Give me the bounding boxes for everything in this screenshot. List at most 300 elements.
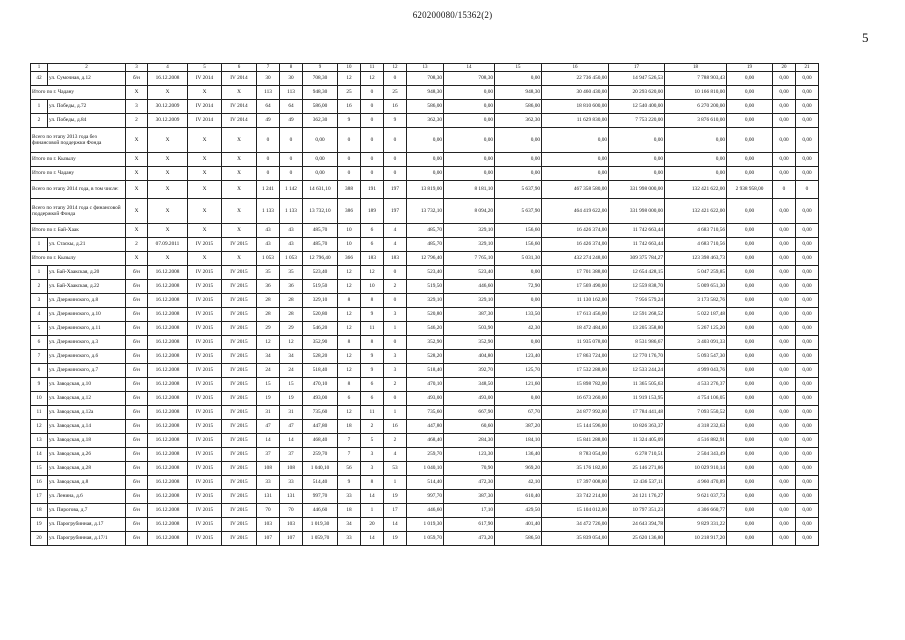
table-cell: 0,00	[796, 490, 819, 504]
table-cell: IV 2015	[188, 238, 222, 252]
table-cell: 0,00	[796, 224, 819, 238]
table-cell: 8 094,20	[444, 199, 495, 224]
table-cell: 0,00	[665, 128, 727, 153]
table-cell: 0,00	[773, 350, 796, 364]
table-cell: 107	[257, 532, 280, 546]
table-cell: 0,00	[773, 504, 796, 518]
table-row	[31, 518, 819, 532]
table-cell: 132 421 622,00	[665, 199, 727, 224]
table-cell: 0	[384, 294, 407, 308]
table-cell: 0,00	[727, 153, 773, 167]
table-cell: 1 241	[257, 181, 280, 199]
table-cell: 8	[338, 336, 361, 350]
table-cell: б/н	[126, 378, 148, 392]
table-cell: 0,00	[303, 153, 338, 167]
table-cell: 1 059,70	[407, 532, 444, 546]
table-cell: 24	[257, 364, 280, 378]
table-cell: 35 839 054,00	[542, 532, 609, 546]
table-cell: 0,00	[444, 128, 495, 153]
table-cell: X	[222, 86, 257, 100]
table-cell: 3 173 582,76	[665, 294, 727, 308]
table-cell: 0,00	[796, 266, 819, 280]
table-cell: б/н	[126, 462, 148, 476]
table-cell: 15 898 782,00	[542, 378, 609, 392]
column-number: 19	[727, 64, 773, 72]
table-cell: 0,00	[727, 462, 773, 476]
table-cell: 468,40	[303, 434, 338, 448]
address-cell: ул. Заводская, д.12а	[48, 406, 126, 420]
table-cell: 0,00	[727, 167, 773, 181]
table-cell: 4	[384, 238, 407, 252]
table-cell: 5 031,30	[495, 252, 542, 266]
total-label-cell: Всего по этапу 2013 года без финансовой поддержки Фонда	[31, 128, 126, 153]
table-cell: 16 426 374,00	[542, 238, 609, 252]
table-cell: 2	[361, 420, 384, 434]
table-cell: б/н	[126, 476, 148, 490]
table-cell: 0,00	[542, 153, 609, 167]
table-cell: 0,00	[727, 364, 773, 378]
table-cell: 0,00	[727, 350, 773, 364]
table-cell: 16.12.2008	[148, 420, 188, 434]
table-cell: 0,00	[444, 153, 495, 167]
table-cell: X	[188, 199, 222, 224]
table-cell: 132 421 622,00	[665, 181, 727, 199]
table-cell: 72,90	[495, 280, 542, 294]
table-cell: 352,90	[407, 336, 444, 350]
table-cell: 11 935 078,00	[542, 336, 609, 350]
table-cell: 28	[257, 308, 280, 322]
table-cell: 528,20	[407, 350, 444, 364]
table-cell: 24	[280, 364, 303, 378]
table-cell: 0,00	[495, 128, 542, 153]
table-cell: 708,30	[444, 72, 495, 86]
table-cell: 16	[338, 100, 361, 114]
table-cell: 43	[280, 224, 303, 238]
table-cell: 2	[126, 238, 148, 252]
table-cell: 12	[338, 308, 361, 322]
table-cell: 20	[31, 532, 48, 546]
table-cell: 8	[361, 336, 384, 350]
table-cell: 113	[257, 86, 280, 100]
table-cell: 470,10	[407, 378, 444, 392]
table-cell: 997,70	[407, 490, 444, 504]
table-cell: 0,00	[727, 532, 773, 546]
table-cell: 518,40	[303, 364, 338, 378]
table-cell: X	[222, 128, 257, 153]
table-cell: 0,00	[727, 128, 773, 153]
table-cell: 0,00	[796, 322, 819, 336]
table-cell: 0,00	[796, 434, 819, 448]
table-cell: 0,00	[773, 434, 796, 448]
address-cell: ул. Заводская, д.26	[48, 448, 126, 462]
table-cell: 25 620 136,80	[609, 532, 665, 546]
table-cell: 0,00	[407, 128, 444, 153]
table-cell: 0,00	[796, 238, 819, 252]
table-row	[31, 406, 819, 420]
table-cell: IV 2015	[188, 518, 222, 532]
table-cell: 20	[361, 518, 384, 532]
table-cell: 0,00	[773, 490, 796, 504]
table-cell: IV 2015	[188, 322, 222, 336]
table-cell: 7	[338, 448, 361, 462]
table-cell: 0,00	[796, 518, 819, 532]
table-cell: 708,30	[407, 72, 444, 86]
table-cell: 30	[280, 72, 303, 86]
table-cell: 184,10	[495, 434, 542, 448]
table-cell: IV 2015	[222, 392, 257, 406]
table-cell: 0,00	[773, 532, 796, 546]
total-label-cell: Итого по г. Кызылу	[31, 153, 126, 167]
table-cell: 0,00	[796, 532, 819, 546]
table-cell: 43	[280, 238, 303, 252]
table-cell: 35	[257, 266, 280, 280]
table-cell: 197	[384, 181, 407, 199]
address-cell: ул. Заводская, д.8	[48, 476, 126, 490]
table-cell: X	[148, 252, 188, 266]
table-cell: 53	[384, 462, 407, 476]
table-cell: X	[188, 128, 222, 153]
table-cell: 16.12.2008	[148, 266, 188, 280]
column-number: 13	[407, 64, 444, 72]
table-cell: IV 2015	[222, 406, 257, 420]
table-cell: 4 683 710,56	[665, 224, 727, 238]
table-cell: 12 436 537,11	[609, 476, 665, 490]
table-cell: 49	[257, 114, 280, 128]
table-cell: 16.12.2008	[148, 490, 188, 504]
table-cell: 473,20	[444, 532, 495, 546]
table-cell: 8	[338, 294, 361, 308]
table-cell: 948,30	[407, 86, 444, 100]
table-cell: IV 2015	[222, 364, 257, 378]
table-cell: 16.12.2008	[148, 532, 188, 546]
table-cell: 0,00	[773, 86, 796, 100]
table-cell: 17	[384, 504, 407, 518]
table-cell: 49	[280, 114, 303, 128]
table-cell: 7 753 220,00	[609, 114, 665, 128]
table-cell: 0	[384, 72, 407, 86]
column-number: 1	[31, 64, 48, 72]
table-cell: 12 591 268,52	[609, 308, 665, 322]
table-cell: б/н	[126, 280, 148, 294]
table-cell: 43	[257, 238, 280, 252]
table-cell: 0,00	[407, 153, 444, 167]
address-cell: ул. Заводская, д.12	[48, 392, 126, 406]
table-cell: 4 533 276,37	[665, 378, 727, 392]
address-cell: ул. Парогрубинная, д.17/1	[48, 532, 126, 546]
table-cell: 16.12.2008	[148, 448, 188, 462]
table-cell: 10	[31, 392, 48, 406]
table-cell: IV 2015	[222, 308, 257, 322]
table-cell: 47	[280, 420, 303, 434]
table-cell: X	[188, 167, 222, 181]
table-cell: IV 2015	[188, 364, 222, 378]
table-cell: 519,50	[303, 280, 338, 294]
table-cell: X	[126, 128, 148, 153]
table-cell: 9 829 331,22	[665, 518, 727, 532]
table-cell: 9	[361, 308, 384, 322]
table-cell: IV 2015	[222, 378, 257, 392]
table-cell: 2	[126, 114, 148, 128]
table-cell: IV 2015	[188, 378, 222, 392]
table-cell: 0,00	[444, 100, 495, 114]
table-cell: 07.09.2011	[148, 238, 188, 252]
address-cell: ул. Заводская, д.14	[48, 420, 126, 434]
table-cell: 35 176 182,00	[542, 462, 609, 476]
table-cell: 0,00	[773, 392, 796, 406]
column-number: 18	[665, 64, 727, 72]
table-cell: X	[126, 167, 148, 181]
table-cell: 28	[257, 294, 280, 308]
table-cell: 0,00	[773, 406, 796, 420]
table-cell: 20 293 620,00	[609, 86, 665, 100]
table-cell: 14 631,10	[303, 181, 338, 199]
table-cell: 25 146 271,86	[609, 462, 665, 476]
table-cell: 5 009 651,30	[665, 280, 727, 294]
table-cell: 2 504 343,49	[665, 448, 727, 462]
address-cell: ул. Заводская, д.10	[48, 378, 126, 392]
table-cell: 0,00	[727, 378, 773, 392]
table-cell: 11	[361, 406, 384, 420]
address-cell: ул. Дзержинского, д.6	[48, 350, 126, 364]
table-cell: X	[222, 181, 257, 199]
table-cell: X	[188, 224, 222, 238]
table-cell: 7 788 903,43	[665, 72, 727, 86]
table-cell: 43	[257, 224, 280, 238]
table-cell: 708,30	[303, 72, 338, 86]
table-cell: 0,00	[727, 238, 773, 252]
table-cell: 12	[338, 322, 361, 336]
table-cell: 14	[257, 434, 280, 448]
table-cell: б/н	[126, 392, 148, 406]
table-cell: 30.12.2009	[148, 100, 188, 114]
table-cell: 70	[257, 504, 280, 518]
table-cell: 42,10	[495, 476, 542, 490]
table-row	[31, 266, 819, 280]
table-cell: 0,00	[727, 434, 773, 448]
table-cell: IV 2014	[222, 114, 257, 128]
table-cell: 0,00	[727, 72, 773, 86]
table-cell: 352,90	[303, 336, 338, 350]
table-cell: 0,00	[444, 114, 495, 128]
table-cell: б/н	[126, 322, 148, 336]
table-cell: 121,60	[495, 378, 542, 392]
table-cell: 13 819,00	[407, 181, 444, 199]
table-cell: 735,60	[303, 406, 338, 420]
table-cell: 17	[31, 490, 48, 504]
table-cell: 123,30	[444, 448, 495, 462]
table-cell: б/н	[126, 266, 148, 280]
table-cell: IV 2015	[188, 504, 222, 518]
column-number: 16	[542, 64, 609, 72]
table-cell: 31	[257, 406, 280, 420]
table-cell: 22 736 450,00	[542, 72, 609, 86]
table-cell: X	[126, 181, 148, 199]
column-number: 3	[126, 64, 148, 72]
table-cell: 16.12.2008	[148, 406, 188, 420]
table-cell: 329,10	[444, 224, 495, 238]
total-row	[31, 86, 819, 100]
table-cell: 0,00	[773, 462, 796, 476]
table-cell: 14 947 526,53	[609, 72, 665, 86]
column-number: 15	[495, 64, 542, 72]
table-cell: 0,00	[773, 153, 796, 167]
table-cell: 34	[280, 350, 303, 364]
table-cell: 0,00	[796, 406, 819, 420]
table-cell: 485,70	[303, 224, 338, 238]
table-cell: IV 2015	[188, 448, 222, 462]
table-cell: б/н	[126, 336, 148, 350]
table-cell: 4 306 660,77	[665, 504, 727, 518]
table-cell: 329,10	[444, 238, 495, 252]
table-cell: 19	[257, 392, 280, 406]
table-cell: X	[148, 153, 188, 167]
table-cell: 183	[384, 252, 407, 266]
table-row	[31, 280, 819, 294]
table-cell: 0,00	[773, 252, 796, 266]
total-label-cell: Итого по г. Бай-Хаак	[31, 224, 126, 238]
table-cell: б/н	[126, 308, 148, 322]
column-number: 14	[444, 64, 495, 72]
table-cell: IV 2015	[222, 490, 257, 504]
table-cell: IV 2015	[222, 280, 257, 294]
table-cell: 12 654 428,15	[609, 266, 665, 280]
table-cell: 969,20	[495, 462, 542, 476]
table-cell: 0,00	[773, 448, 796, 462]
table-cell: 0,00	[495, 167, 542, 181]
table-cell: 189	[361, 199, 384, 224]
table-cell: 197	[384, 199, 407, 224]
total-row	[31, 167, 819, 181]
table-cell: 331 998 000,00	[609, 199, 665, 224]
table-cell: 0,00	[773, 167, 796, 181]
table-cell: 284,30	[444, 434, 495, 448]
table-cell: IV 2014	[222, 100, 257, 114]
table-cell: 10 218 917,20	[665, 532, 727, 546]
table-row	[31, 72, 819, 86]
table-cell: X	[222, 199, 257, 224]
table-cell: 0,00	[727, 490, 773, 504]
table-cell: 19	[384, 490, 407, 504]
table-cell: 24 643 394,78	[609, 518, 665, 532]
table-cell: 16.12.2008	[148, 350, 188, 364]
table-row	[31, 336, 819, 350]
table-cell: 467 358 580,00	[542, 181, 609, 199]
table-cell: 0,00	[773, 72, 796, 86]
table-cell: 523,40	[303, 266, 338, 280]
table-cell: IV 2015	[188, 420, 222, 434]
table-cell: IV 2015	[188, 434, 222, 448]
table-cell: 0,00	[407, 167, 444, 181]
table-cell: 366	[338, 252, 361, 266]
table-cell: 0,00	[796, 199, 819, 224]
table-cell: X	[222, 167, 257, 181]
table-cell: 0,00	[609, 167, 665, 181]
table-cell: 9	[384, 114, 407, 128]
table-cell: 9	[338, 476, 361, 490]
table-cell: IV 2015	[188, 266, 222, 280]
table-cell: 5 093 547,30	[665, 350, 727, 364]
table-cell: 0,00	[495, 266, 542, 280]
table-cell: 7	[31, 350, 48, 364]
table-cell: 4 318 232,63	[665, 420, 727, 434]
table-cell: X	[148, 181, 188, 199]
table-cell: 948,30	[303, 86, 338, 100]
table-cell: 70	[280, 504, 303, 518]
table-cell: IV 2014	[188, 72, 222, 86]
table-cell: 12 796,40	[303, 252, 338, 266]
table-cell: 387,20	[495, 420, 542, 434]
total-label-cell: Итого по г. Кызылу	[31, 252, 126, 266]
table-cell: 0	[796, 181, 819, 199]
table-cell: 16.12.2008	[148, 392, 188, 406]
table-cell: 387,30	[444, 490, 495, 504]
table-cell: IV 2015	[222, 322, 257, 336]
table-cell: 0,00	[444, 167, 495, 181]
table-cell: 0	[384, 128, 407, 153]
table-cell: 8	[338, 378, 361, 392]
table-cell: 125,70	[495, 364, 542, 378]
table-cell: 485,70	[303, 238, 338, 252]
table-cell: 34 472 726,00	[542, 518, 609, 532]
table-cell: 12	[338, 364, 361, 378]
table-cell: 5 637,90	[495, 199, 542, 224]
table-row	[31, 294, 819, 308]
table-cell: IV 2014	[188, 114, 222, 128]
table-cell: 28	[280, 294, 303, 308]
column-number: 12	[384, 64, 407, 72]
table-cell: 6 270 200,00	[665, 100, 727, 114]
address-cell: ул. Ленина, д.6	[48, 490, 126, 504]
table-cell: 108	[280, 462, 303, 476]
table-cell: 156,60	[495, 238, 542, 252]
table-row	[31, 504, 819, 518]
table-cell: IV 2015	[188, 476, 222, 490]
table-cell: 348,50	[444, 378, 495, 392]
table-cell: 1 040,10	[407, 462, 444, 476]
table-cell: 0,00	[609, 128, 665, 153]
column-number: 6	[222, 64, 257, 72]
table-cell: 8 531 986,67	[609, 336, 665, 350]
table-cell: 0	[361, 86, 384, 100]
table-cell: 503,90	[444, 322, 495, 336]
table-cell: 8	[31, 364, 48, 378]
table-cell: 586,00	[495, 100, 542, 114]
table-cell: IV 2015	[222, 336, 257, 350]
table-cell: б/н	[126, 448, 148, 462]
table-cell: 30.12.2009	[148, 114, 188, 128]
table-cell: 0,00	[796, 86, 819, 100]
table-cell: 392,70	[444, 364, 495, 378]
table-cell: 0,00	[796, 153, 819, 167]
table-cell: 0,00	[727, 336, 773, 350]
address-cell: ул. Дзержинского, д.8	[48, 294, 126, 308]
table-cell: 528,20	[303, 350, 338, 364]
table-cell: X	[222, 153, 257, 167]
table-row	[31, 100, 819, 114]
table-cell: б/н	[126, 364, 148, 378]
table-cell: 0,00	[727, 518, 773, 532]
table-cell: 13 732,10	[407, 199, 444, 224]
page-number: 5	[862, 30, 869, 45]
table-cell: 16	[384, 420, 407, 434]
table-cell: 586,50	[495, 532, 542, 546]
table-cell: 0,00	[727, 322, 773, 336]
table-cell: 14	[361, 532, 384, 546]
table-cell: 0,00	[773, 294, 796, 308]
table-cell: 11 629 830,00	[542, 114, 609, 128]
table-cell: IV 2015	[222, 518, 257, 532]
table-cell: 0,00	[773, 266, 796, 280]
